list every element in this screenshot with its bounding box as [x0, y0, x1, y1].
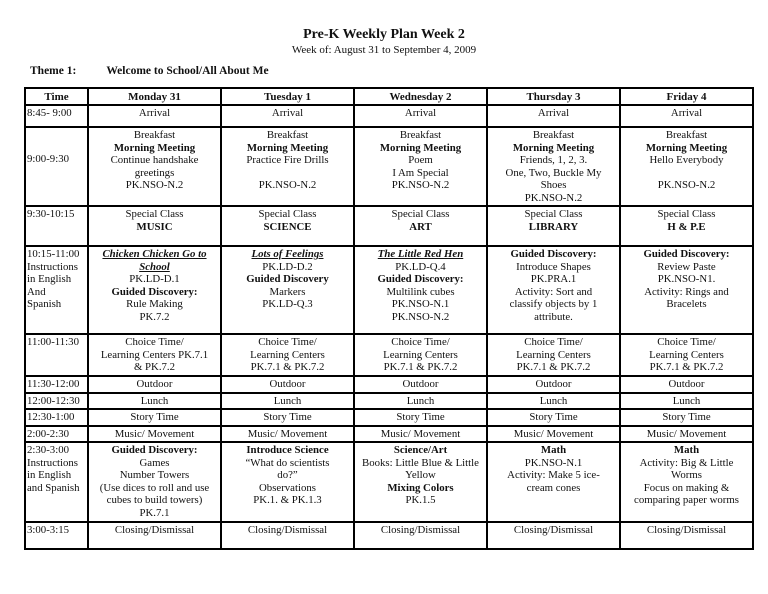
column-header-time: Time [25, 88, 88, 105]
cell-line: “What do scientists [245, 456, 330, 469]
table-row [25, 426, 753, 443]
theme-label: Theme 1: [30, 65, 77, 78]
cell-line: Morning Meeting [645, 141, 728, 154]
cell-line: attribute. [534, 310, 573, 323]
cell-line: PK.7.1 & PK.7.2 [649, 361, 724, 374]
day-cell [487, 426, 620, 443]
cell-line: Breakfast [266, 129, 309, 142]
cell-line: Special Class [391, 208, 450, 221]
day-cell [88, 206, 221, 246]
day-cell [620, 334, 753, 376]
cell-line: Activity: Make 5 ice- [507, 469, 600, 482]
time-cell [25, 522, 88, 549]
cell-line: PK.NSO-N.2 [258, 179, 317, 192]
cell-line: 2:00-2:30 [27, 427, 69, 440]
day-cell [487, 522, 620, 549]
day-cell [88, 442, 221, 522]
cell-line: 2:30-3:00 [27, 444, 69, 457]
table-row [25, 334, 753, 376]
cell-line: 12:00-12:30 [27, 394, 80, 407]
day-cell [354, 522, 487, 549]
day-cell [221, 393, 354, 410]
cell-line: Breakfast [133, 129, 176, 142]
schedule-table [24, 87, 754, 550]
cell-line: Morning Meeting [113, 141, 196, 154]
cell-line: Lunch [539, 394, 568, 407]
day-cell [221, 334, 354, 376]
cell-line: Choice Time/ [258, 336, 317, 349]
cell-line: And [27, 285, 46, 298]
day-cell [487, 393, 620, 410]
cell-line: Music/ Movement [380, 427, 461, 440]
day-cell [354, 105, 487, 127]
time-cell [25, 393, 88, 410]
table-row [25, 409, 753, 426]
time-cell [25, 246, 88, 334]
cell-line: Closing/Dismissal [513, 524, 594, 537]
column-header-wednesday-2: Wednesday 2 [354, 88, 487, 105]
cell-line: Multilink cubes [386, 285, 455, 298]
cell-line: PK.1. & PK.1.3 [253, 494, 322, 507]
cell-line: Lunch [406, 394, 435, 407]
cell-line: Arrival [537, 107, 570, 120]
cell-line: do?” [277, 469, 298, 482]
cell-line: PK.7.1 [139, 506, 170, 519]
cell-line: Outdoor [535, 378, 572, 391]
cell-line: Learning Centers [516, 348, 591, 361]
cell-line: PK.1.5 [405, 494, 436, 507]
cell-line: in English [27, 469, 72, 482]
day-cell [221, 246, 354, 334]
cell-line: Introduce Science [246, 444, 329, 457]
day-cell [620, 409, 753, 426]
cell-line: 3:00-3:15 [27, 524, 69, 537]
day-cell [354, 376, 487, 393]
time-cell [25, 334, 88, 376]
cell-line: One, Two, Buckle My [505, 166, 602, 179]
table-row [25, 246, 753, 334]
cell-line: Music/ Movement [247, 427, 328, 440]
cell-line: Outdoor [136, 378, 173, 391]
table-row [25, 393, 753, 410]
day-cell [88, 334, 221, 376]
day-cell [620, 105, 753, 127]
cell-line: I Am Special [392, 166, 449, 179]
day-cell [354, 442, 487, 522]
day-cell [221, 127, 354, 206]
column-header-monday-31: Monday 31 [88, 88, 221, 105]
cell-line: Math [540, 444, 567, 457]
cell-line: Music/ Movement [646, 427, 727, 440]
cell-line [622, 167, 751, 180]
cell-line: Closing/Dismissal [646, 524, 727, 537]
cell-line: classify objects by 1 [509, 298, 598, 311]
cell-line: Outdoor [402, 378, 439, 391]
cell-line: Games [139, 456, 170, 469]
cell-line: and Spanish [27, 481, 80, 494]
cell-line: PK.LD-Q.3 [262, 298, 313, 311]
cell-line: Breakfast [532, 129, 575, 142]
cell-line: Story Time [529, 411, 578, 424]
cell-line: Spanish [27, 298, 62, 311]
cell-line: 11:30-12:00 [27, 378, 80, 391]
day-cell [88, 246, 221, 334]
day-cell [354, 393, 487, 410]
cell-line: Guided Discovery [246, 273, 329, 286]
cell-line: Outdoor [668, 378, 705, 391]
column-header-tuesday-1: Tuesday 1 [221, 88, 354, 105]
header-row [25, 88, 753, 105]
day-cell [221, 206, 354, 246]
cell-line: Bracelets [666, 298, 707, 311]
table-body [25, 105, 753, 549]
day-cell [620, 206, 753, 246]
cell-line: Learning Centers [250, 348, 325, 361]
day-cell [620, 426, 753, 443]
cell-line: & PK.7.2 [133, 361, 176, 374]
cell-line: Guided Discovery: [643, 248, 730, 261]
cell-line: PK.7.1 & PK.7.2 [516, 361, 591, 374]
cell-line: greetings [134, 166, 175, 179]
cell-line: (Use dices to roll and use [99, 481, 210, 494]
day-cell [354, 334, 487, 376]
table-row [25, 127, 753, 206]
cell-line: Yellow [405, 469, 436, 482]
cell-line: Breakfast [399, 129, 442, 142]
time-cell [25, 426, 88, 443]
cell-line: in English [27, 273, 72, 286]
day-cell [354, 246, 487, 334]
day-cell [487, 105, 620, 127]
cell-line: PK.NSO-N.2 [391, 310, 450, 323]
time-cell [25, 442, 88, 522]
cell-line: Instructions [27, 260, 78, 273]
cell-line: School [139, 260, 170, 273]
cell-line: Music/ Movement [114, 427, 195, 440]
cell-line: 9:00-9:30 [27, 152, 69, 165]
cell-line: Special Class [125, 208, 184, 221]
cell-line: Arrival [404, 107, 437, 120]
day-cell [620, 127, 753, 206]
cell-line: PK.NSO-N.2 [524, 191, 583, 204]
cell-line: Choice Time/ [524, 336, 583, 349]
time-cell [25, 127, 88, 206]
cell-line: Books: Little Blue & Little [362, 456, 479, 469]
cell-line: LIBRARY [528, 220, 579, 233]
day-cell [88, 105, 221, 127]
cell-line: cream cones [526, 481, 581, 494]
day-cell [354, 127, 487, 206]
cell-line: Observations [259, 481, 316, 494]
cell-line: PK.NSO-N.1 [391, 298, 450, 311]
cell-line: PK.7.2 [139, 310, 170, 323]
cell-line: Lunch [672, 394, 701, 407]
cell-line: Shoes [540, 179, 567, 192]
day-cell [221, 522, 354, 549]
cell-line: Worms [671, 469, 702, 482]
cell-line: Friends, 1, 2, 3. [519, 154, 588, 167]
cell-line: Special Class [657, 208, 716, 221]
day-cell [88, 393, 221, 410]
day-cell [487, 127, 620, 206]
day-cell [221, 426, 354, 443]
day-cell [221, 409, 354, 426]
day-cell [620, 376, 753, 393]
cell-line: Instructions [27, 456, 78, 469]
cell-line: 9:30-10:15 [27, 208, 75, 221]
cell-line: PK.NSO-N.1 [524, 456, 583, 469]
day-cell [221, 442, 354, 522]
cell-line: Math [673, 444, 700, 457]
cell-line: Music/ Movement [513, 427, 594, 440]
day-cell [487, 376, 620, 393]
cell-line: Morning Meeting [512, 141, 595, 154]
day-cell [620, 522, 753, 549]
cell-line: SCIENCE [263, 220, 312, 233]
day-cell [487, 206, 620, 246]
cell-line: PK.LD-D.1 [129, 273, 180, 286]
cell-line: Review Paste [657, 260, 716, 273]
cell-line: Choice Time/ [657, 336, 716, 349]
time-cell [25, 409, 88, 426]
day-cell [88, 409, 221, 426]
cell-line: Poem [408, 154, 433, 167]
cell-line [223, 167, 352, 180]
cell-line: Lunch [273, 394, 302, 407]
cell-line: Learning Centers PK.7.1 [100, 348, 209, 361]
cell-line: comparing paper worms [634, 494, 739, 507]
cell-line: Lunch [140, 394, 169, 407]
cell-line: Focus on making & [643, 481, 730, 494]
cell-line: Chicken Chicken Go to [102, 248, 207, 261]
cell-line: Story Time [130, 411, 179, 424]
cell-line: Mixing Colors [387, 481, 454, 494]
cell-line: 8:45- 9:00 [27, 107, 72, 120]
time-cell [25, 206, 88, 246]
day-cell [620, 442, 753, 522]
cell-line: Morning Meeting [246, 141, 329, 154]
time-cell [25, 376, 88, 393]
table-row [25, 522, 753, 549]
cell-line: Learning Centers [383, 348, 458, 361]
cell-line: Hello Everybody [649, 154, 724, 167]
cell-line: cubes to build towers) [106, 494, 203, 507]
column-header-friday-4: Friday 4 [620, 88, 753, 105]
cell-line: MUSIC [136, 220, 173, 233]
theme-line [30, 65, 768, 77]
day-cell [487, 409, 620, 426]
cell-line: PK.NSO-N.2 [391, 179, 450, 192]
cell-line: Special Class [258, 208, 317, 221]
table-row [25, 376, 753, 393]
cell-line: Continue handshake [110, 154, 199, 167]
day-cell [221, 376, 354, 393]
table-row [25, 206, 753, 246]
day-cell [354, 426, 487, 443]
column-header-thursday-3: Thursday 3 [487, 88, 620, 105]
cell-line: Arrival [670, 107, 703, 120]
cell-line: Closing/Dismissal [380, 524, 461, 537]
cell-line: Activity: Big & Little [639, 456, 734, 469]
cell-line: Special Class [524, 208, 583, 221]
cell-line: Arrival [138, 107, 171, 120]
table-row [25, 105, 753, 127]
cell-line: PK.NSO-N.2 [125, 179, 184, 192]
cell-line: Lots of Feelings [251, 248, 324, 261]
cell-line: Choice Time/ [391, 336, 450, 349]
day-cell [487, 334, 620, 376]
cell-line: Story Time [396, 411, 445, 424]
day-cell [487, 246, 620, 334]
day-cell [88, 426, 221, 443]
cell-line: 10:15-11:00 [27, 248, 80, 261]
cell-line: Story Time [662, 411, 711, 424]
cell-line: Guided Discovery: [111, 285, 198, 298]
cell-line: PK.7.1 & PK.7.2 [383, 361, 458, 374]
day-cell [221, 105, 354, 127]
cell-line: Closing/Dismissal [114, 524, 195, 537]
cell-line: Morning Meeting [379, 141, 462, 154]
cell-line: Guided Discovery: [111, 444, 198, 457]
cell-line: Guided Discovery: [377, 273, 464, 286]
page-title: Pre-K Weekly Plan Week 2 [303, 27, 465, 42]
cell-line: ART [409, 220, 432, 233]
cell-line: Practice Fire Drills [246, 154, 329, 167]
day-cell [487, 442, 620, 522]
cell-line: Science/Art [393, 444, 448, 457]
day-cell [620, 393, 753, 410]
cell-line: Story Time [263, 411, 312, 424]
theme-value: Welcome to School/All About Me [106, 65, 269, 78]
cell-line: H & P.E [667, 220, 706, 233]
cell-line: Introduce Shapes [516, 260, 591, 273]
table-row [25, 442, 753, 522]
cell-line: PK.PRA.1 [530, 273, 577, 286]
cell-line: Choice Time/ [125, 336, 184, 349]
cell-line: Learning Centers [649, 348, 724, 361]
day-cell [620, 246, 753, 334]
cell-line: 11:00-11:30 [27, 336, 79, 349]
cell-line: Activity: Rings and [644, 285, 729, 298]
cell-line: PK.LD-D.2 [262, 260, 313, 273]
cell-line: PK.NSO-N.2 [657, 179, 716, 192]
cell-line: Markers [269, 285, 306, 298]
day-cell [88, 127, 221, 206]
cell-line: PK.7.1 & PK.7.2 [250, 361, 325, 374]
page-subtitle: Week of: August 31 to September 4, 2009 [291, 44, 477, 57]
cell-line: 12:30-1:00 [27, 411, 75, 424]
cell-line: Number Towers [119, 469, 190, 482]
cell-line: Activity: Sort and [514, 285, 593, 298]
day-cell [354, 206, 487, 246]
cell-line: The Little Red Hen [377, 248, 464, 261]
day-cell [354, 409, 487, 426]
cell-line: Breakfast [665, 129, 708, 142]
cell-line: PK.LD-Q.4 [395, 260, 446, 273]
cell-line: Arrival [271, 107, 304, 120]
cell-line: PK.NSO-N1. [657, 273, 716, 286]
day-cell [88, 522, 221, 549]
cell-line: Outdoor [269, 378, 306, 391]
cell-line: Closing/Dismissal [247, 524, 328, 537]
day-cell [88, 376, 221, 393]
time-cell [25, 105, 88, 127]
cell-line: Rule Making [126, 298, 183, 311]
cell-line: Guided Discovery: [510, 248, 597, 261]
